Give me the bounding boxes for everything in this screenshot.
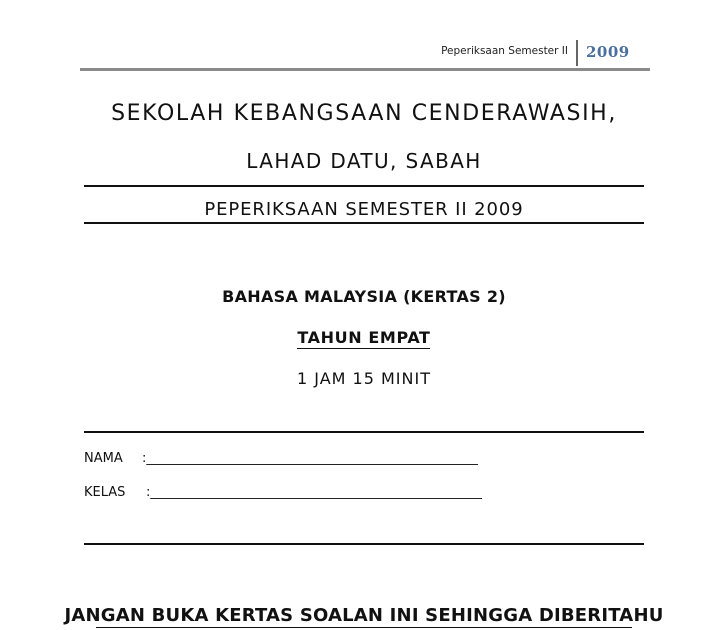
running-header-year: 2009 (586, 43, 630, 61)
exam-warning: JANGAN BUKA KERTAS SOALAN INI SEHINGGA DIBERITAHU (64, 605, 664, 626)
school-name-line-2: LAHAD DATU, SABAH (246, 149, 482, 173)
class-blank: :___________________________________________________ (146, 485, 482, 500)
name-label: NAMA (84, 451, 123, 466)
class-field (84, 485, 482, 500)
divider-top (84, 185, 644, 187)
year-level-underline (297, 348, 430, 349)
exam-year-level: TAHUN EMPAT (297, 328, 431, 347)
exam-title: PEPERIKSAAN SEMESTER II 2009 (204, 199, 524, 220)
divider-below-fields (84, 543, 644, 545)
name-blank: :___________________________________________________ (142, 451, 478, 466)
school-name-line-1: SEKOLAH KEBANGSAAN CENDERAWASIH, (111, 101, 617, 126)
exam-subject: BAHASA MALAYSIA (KERTAS 2) (222, 287, 506, 306)
header-rule (80, 68, 650, 71)
divider-below-title (84, 222, 644, 224)
name-field (84, 451, 478, 466)
header-separator (576, 40, 578, 66)
running-header-text: Peperiksaan Semester II (441, 45, 568, 57)
exam-duration: 1 JAM 15 MINIT (297, 369, 431, 388)
divider-above-fields (84, 431, 644, 433)
class-label: KELAS (84, 485, 126, 500)
warning-underline (96, 627, 632, 628)
